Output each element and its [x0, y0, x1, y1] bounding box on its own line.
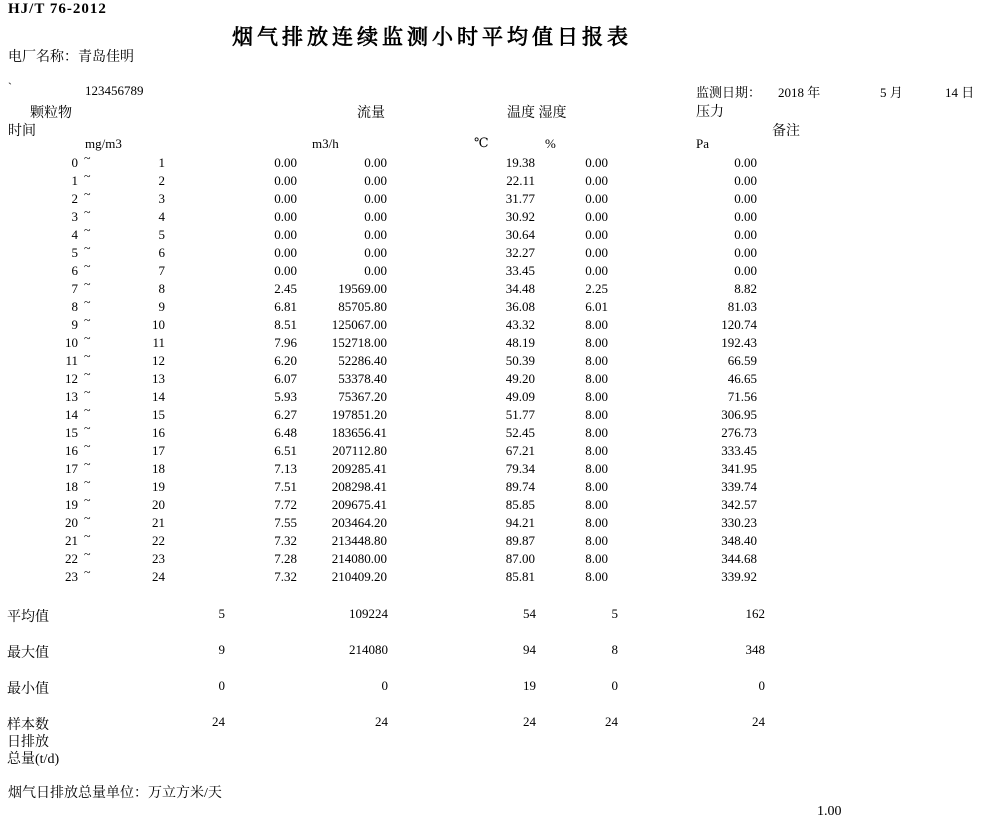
- monitor-date-label: 监测日期：: [696, 85, 762, 100]
- hour-from: 6: [71, 263, 78, 278]
- table-row: [0, 547, 987, 569]
- hour-to: 24: [152, 569, 165, 584]
- range-separator: ~: [84, 295, 91, 309]
- temperature-value: 34.48: [505, 281, 535, 296]
- table-row: [0, 475, 987, 497]
- table-row: [0, 331, 987, 353]
- temperature-value: 33.45: [505, 263, 535, 278]
- hour-to: 15: [152, 407, 165, 422]
- humidity-value: 8.00: [585, 497, 608, 512]
- particulate-value: 6.51: [274, 443, 297, 458]
- hour-from: 3: [71, 209, 78, 224]
- temperature-value: 30.64: [505, 227, 535, 242]
- particulate-value: 0.00: [274, 245, 297, 260]
- summary-humidity: 8: [611, 642, 618, 657]
- column-header-temp-humidity: 温度 湿度: [507, 106, 567, 121]
- range-separator: ~: [84, 475, 91, 489]
- range-separator: ~: [84, 565, 91, 579]
- summary-humidity: 5: [611, 606, 618, 621]
- flow-value: 0.00: [364, 245, 387, 260]
- range-separator: ~: [84, 241, 91, 255]
- hour-to: 8: [158, 281, 165, 296]
- hour-from: 15: [65, 425, 78, 440]
- range-separator: ~: [84, 493, 91, 507]
- temperature-value: 30.92: [505, 209, 535, 224]
- temperature-value: 32.27: [505, 245, 535, 260]
- table-row: [0, 223, 987, 245]
- particulate-value: 0.00: [274, 263, 297, 278]
- pressure-value: 333.45: [721, 443, 757, 458]
- humidity-value: 8.00: [585, 533, 608, 548]
- unit-humidity: %: [545, 136, 556, 151]
- hour-from: 19: [65, 497, 78, 512]
- range-separator: ~: [84, 313, 91, 327]
- hour-to: 3: [158, 191, 165, 206]
- flow-value: 213448.80: [331, 533, 387, 548]
- standard-code: HJ/T 76-2012: [8, 1, 107, 17]
- humidity-value: 6.01: [585, 299, 608, 314]
- table-row: [0, 295, 987, 317]
- pressure-value: 0.00: [734, 173, 757, 188]
- table-row: [0, 241, 987, 263]
- page-number: 1.00: [817, 804, 842, 819]
- particulate-value: 0.00: [274, 191, 297, 206]
- hour-from: 9: [71, 317, 78, 332]
- summary-flow: 24: [375, 714, 388, 729]
- humidity-value: 0.00: [585, 227, 608, 242]
- hour-to: 20: [152, 497, 165, 512]
- table-row: [0, 367, 987, 389]
- summary-flow: 214080: [349, 642, 388, 657]
- pressure-value: 276.73: [721, 425, 757, 440]
- hour-to: 17: [152, 443, 165, 458]
- particulate-value: 5.93: [274, 389, 297, 404]
- monitor-date-day: 14 日: [945, 85, 975, 100]
- table-row: [0, 313, 987, 335]
- pressure-value: 46.65: [727, 371, 757, 386]
- particulate-value: 6.81: [274, 299, 297, 314]
- summary-label: 最大值: [7, 646, 49, 661]
- summary-row: [0, 714, 987, 732]
- hour-to: 10: [152, 317, 165, 332]
- temperature-value: 49.09: [505, 389, 535, 404]
- particulate-value: 0.00: [274, 155, 297, 170]
- daily-emission-label-line1: 日排放: [7, 735, 49, 750]
- hour-to: 22: [152, 533, 165, 548]
- humidity-value: 8.00: [585, 317, 608, 332]
- humidity-value: 0.00: [585, 155, 608, 170]
- hour-to: 1: [158, 155, 165, 170]
- pressure-value: 8.82: [734, 281, 757, 296]
- hour-to: 9: [158, 299, 165, 314]
- pressure-value: 81.03: [727, 299, 757, 314]
- temperature-value: 94.21: [505, 515, 535, 530]
- humidity-value: 8.00: [585, 353, 608, 368]
- table-row: [0, 529, 987, 551]
- hour-from: 21: [65, 533, 78, 548]
- table-row: [0, 457, 987, 479]
- summary-particulate: 5: [218, 606, 225, 621]
- flow-value: 85705.80: [338, 299, 387, 314]
- pressure-value: 0.00: [734, 155, 757, 170]
- particulate-value: 6.20: [274, 353, 297, 368]
- hour-from: 10: [65, 335, 78, 350]
- flow-value: 0.00: [364, 191, 387, 206]
- range-separator: ~: [84, 151, 91, 165]
- hour-to: 12: [152, 353, 165, 368]
- particulate-value: 6.48: [274, 425, 297, 440]
- flow-value: 0.00: [364, 155, 387, 170]
- hour-from: 1: [71, 173, 78, 188]
- stray-tick-mark: `: [8, 80, 12, 94]
- plant-name-label: 电厂名称：青岛佳明: [8, 50, 134, 65]
- serial-number: 123456789: [85, 83, 144, 98]
- unit-flow: m3/h: [312, 136, 339, 151]
- emission-unit-note: 烟气日排放总量单位：万立方米/天: [8, 786, 222, 801]
- hour-from: 22: [65, 551, 78, 566]
- humidity-value: 0.00: [585, 191, 608, 206]
- flow-value: 0.00: [364, 227, 387, 242]
- temperature-value: 85.85: [505, 497, 535, 512]
- humidity-value: 2.25: [585, 281, 608, 296]
- summary-pressure: 0: [758, 678, 765, 693]
- summary-label: 平均值: [7, 610, 49, 625]
- hour-from: 18: [65, 479, 78, 494]
- temperature-value: 31.77: [505, 191, 535, 206]
- summary-temperature: 54: [523, 606, 536, 621]
- flow-value: 208298.41: [331, 479, 387, 494]
- particulate-value: 2.45: [274, 281, 297, 296]
- pressure-value: 339.74: [721, 479, 757, 494]
- range-separator: ~: [84, 367, 91, 381]
- hour-from: 23: [65, 569, 78, 584]
- range-separator: ~: [84, 529, 91, 543]
- particulate-value: 0.00: [274, 227, 297, 242]
- hour-from: 13: [65, 389, 78, 404]
- humidity-value: 8.00: [585, 515, 608, 530]
- table-row: [0, 385, 987, 407]
- range-separator: ~: [84, 511, 91, 525]
- hour-to: 16: [152, 425, 165, 440]
- daily-emission-label-line2: 总量(t/d): [7, 752, 60, 767]
- pressure-value: 0.00: [734, 245, 757, 260]
- pressure-value: 66.59: [727, 353, 757, 368]
- flow-value: 197851.20: [331, 407, 387, 422]
- hour-to: 19: [152, 479, 165, 494]
- temperature-value: 50.39: [505, 353, 535, 368]
- particulate-value: 0.00: [274, 173, 297, 188]
- summary-humidity: 24: [605, 714, 618, 729]
- temperature-value: 89.87: [505, 533, 535, 548]
- range-separator: ~: [84, 169, 91, 183]
- temperature-value: 87.00: [505, 551, 535, 566]
- pressure-value: 0.00: [734, 191, 757, 206]
- column-header-flow: 流量: [357, 106, 385, 121]
- flow-value: 0.00: [364, 209, 387, 224]
- range-separator: ~: [84, 223, 91, 237]
- range-separator: ~: [84, 349, 91, 363]
- hour-to: 7: [158, 263, 165, 278]
- pressure-value: 330.23: [721, 515, 757, 530]
- flow-value: 125067.00: [331, 317, 387, 332]
- column-header-pressure: 压力: [696, 105, 724, 120]
- range-separator: ~: [84, 385, 91, 399]
- humidity-value: 8.00: [585, 425, 608, 440]
- hour-from: 17: [65, 461, 78, 476]
- pressure-value: 342.57: [721, 497, 757, 512]
- temperature-value: 67.21: [505, 443, 535, 458]
- hour-from: 20: [65, 515, 78, 530]
- flow-value: 207112.80: [332, 443, 387, 458]
- summary-row: [0, 606, 987, 624]
- pressure-value: 0.00: [734, 263, 757, 278]
- table-row: [0, 349, 987, 371]
- humidity-value: 0.00: [585, 245, 608, 260]
- temperature-value: 51.77: [505, 407, 535, 422]
- hour-from: 4: [71, 227, 78, 242]
- humidity-value: 0.00: [585, 263, 608, 278]
- hour-from: 0: [71, 155, 78, 170]
- hour-to: 11: [152, 335, 165, 350]
- hour-from: 11: [65, 353, 78, 368]
- table-row: [0, 403, 987, 425]
- flow-value: 209675.41: [331, 497, 387, 512]
- summary-flow: 0: [381, 678, 388, 693]
- pressure-value: 192.43: [721, 335, 757, 350]
- flow-value: 210409.20: [331, 569, 387, 584]
- summary-temperature: 24: [523, 714, 536, 729]
- humidity-value: 8.00: [585, 335, 608, 350]
- flow-value: 0.00: [364, 173, 387, 188]
- hour-from: 5: [71, 245, 78, 260]
- range-separator: ~: [84, 259, 91, 273]
- hour-to: 18: [152, 461, 165, 476]
- temperature-value: 19.38: [505, 155, 535, 170]
- summary-row: [0, 678, 987, 696]
- humidity-value: 8.00: [585, 461, 608, 476]
- particulate-value: 7.51: [274, 479, 297, 494]
- column-header-remark: 备注: [772, 124, 800, 139]
- temperature-value: 36.08: [505, 299, 535, 314]
- particulate-value: 7.72: [274, 497, 297, 512]
- unit-temperature: ℃: [474, 135, 489, 150]
- range-separator: ~: [84, 421, 91, 435]
- summary-particulate: 24: [212, 714, 225, 729]
- pressure-value: 71.56: [727, 389, 757, 404]
- summary-particulate: 0: [218, 678, 225, 693]
- summary-pressure: 348: [745, 642, 765, 657]
- column-header-particulate: 颗粒物: [30, 106, 72, 121]
- humidity-value: 8.00: [585, 443, 608, 458]
- hour-to: 14: [152, 389, 165, 404]
- temperature-value: 89.74: [505, 479, 535, 494]
- table-row: [0, 493, 987, 515]
- pressure-value: 348.40: [721, 533, 757, 548]
- pressure-value: 306.95: [721, 407, 757, 422]
- hour-to: 5: [158, 227, 165, 242]
- particulate-value: 8.51: [274, 317, 297, 332]
- page-title: 烟气排放连续监测小时平均值日报表: [232, 25, 632, 49]
- range-separator: ~: [84, 457, 91, 471]
- humidity-value: 8.00: [585, 407, 608, 422]
- hour-to: 13: [152, 371, 165, 386]
- unit-pressure: Pa: [696, 136, 709, 151]
- hour-from: 8: [71, 299, 78, 314]
- hour-to: 6: [158, 245, 165, 260]
- table-row: [0, 277, 987, 299]
- flow-value: 75367.20: [338, 389, 387, 404]
- range-separator: ~: [84, 277, 91, 291]
- temperature-value: 48.19: [505, 335, 535, 350]
- temperature-value: 22.11: [506, 173, 535, 188]
- temperature-value: 52.45: [505, 425, 535, 440]
- humidity-value: 0.00: [585, 173, 608, 188]
- unit-particulate: mg/m3: [85, 136, 122, 151]
- temperature-value: 85.81: [505, 569, 535, 584]
- table-row: [0, 259, 987, 281]
- summary-label: 最小值: [7, 682, 49, 697]
- summary-flow: 109224: [349, 606, 388, 621]
- table-row: [0, 205, 987, 227]
- pressure-value: 0.00: [734, 209, 757, 224]
- range-separator: ~: [84, 547, 91, 561]
- summary-pressure: 162: [745, 606, 765, 621]
- table-row: [0, 187, 987, 209]
- particulate-value: 0.00: [274, 209, 297, 224]
- table-row: [0, 421, 987, 443]
- humidity-value: 0.00: [585, 209, 608, 224]
- flow-value: 209285.41: [331, 461, 387, 476]
- summary-temperature: 94: [523, 642, 536, 657]
- table-row: [0, 565, 987, 587]
- summary-label: 样本数: [7, 718, 49, 733]
- pressure-value: 339.92: [721, 569, 757, 584]
- flow-value: 203464.20: [331, 515, 387, 530]
- flow-value: 0.00: [364, 263, 387, 278]
- particulate-value: 7.32: [274, 569, 297, 584]
- range-separator: ~: [84, 331, 91, 345]
- table-row: [0, 511, 987, 533]
- flow-value: 19569.00: [338, 281, 387, 296]
- flow-value: 183656.41: [331, 425, 387, 440]
- hour-from: 14: [65, 407, 78, 422]
- pressure-value: 341.95: [721, 461, 757, 476]
- particulate-value: 6.27: [274, 407, 297, 422]
- humidity-value: 8.00: [585, 569, 608, 584]
- pressure-value: 0.00: [734, 227, 757, 242]
- column-header-time: 时间: [8, 124, 36, 139]
- particulate-value: 7.96: [274, 335, 297, 350]
- humidity-value: 8.00: [585, 389, 608, 404]
- hour-to: 23: [152, 551, 165, 566]
- range-separator: ~: [84, 403, 91, 417]
- summary-row: [0, 642, 987, 660]
- humidity-value: 8.00: [585, 551, 608, 566]
- temperature-value: 49.20: [505, 371, 535, 386]
- table-row: [0, 439, 987, 461]
- hour-from: 16: [65, 443, 78, 458]
- hour-from: 2: [71, 191, 78, 206]
- summary-particulate: 9: [218, 642, 225, 657]
- humidity-value: 8.00: [585, 479, 608, 494]
- particulate-value: 7.55: [274, 515, 297, 530]
- particulate-value: 7.32: [274, 533, 297, 548]
- range-separator: ~: [84, 439, 91, 453]
- pressure-value: 344.68: [721, 551, 757, 566]
- table-row: [0, 169, 987, 191]
- temperature-value: 79.34: [505, 461, 535, 476]
- table-row: [0, 151, 987, 173]
- flow-value: 53378.40: [338, 371, 387, 386]
- temperature-value: 43.32: [505, 317, 535, 332]
- particulate-value: 7.13: [274, 461, 297, 476]
- hour-to: 4: [158, 209, 165, 224]
- monitor-date-month: 5 月: [880, 85, 903, 100]
- hour-to: 21: [152, 515, 165, 530]
- summary-temperature: 19: [523, 678, 536, 693]
- particulate-value: 7.28: [274, 551, 297, 566]
- hour-to: 2: [158, 173, 165, 188]
- summary-pressure: 24: [752, 714, 765, 729]
- range-separator: ~: [84, 187, 91, 201]
- hour-from: 12: [65, 371, 78, 386]
- humidity-value: 8.00: [585, 371, 608, 386]
- flow-value: 152718.00: [331, 335, 387, 350]
- monitor-date-year: 2018 年: [778, 85, 821, 100]
- hour-from: 7: [71, 281, 78, 296]
- pressure-value: 120.74: [721, 317, 757, 332]
- range-separator: ~: [84, 205, 91, 219]
- flow-value: 214080.00: [331, 551, 387, 566]
- summary-humidity: 0: [611, 678, 618, 693]
- flow-value: 52286.40: [338, 353, 387, 368]
- particulate-value: 6.07: [274, 371, 297, 386]
